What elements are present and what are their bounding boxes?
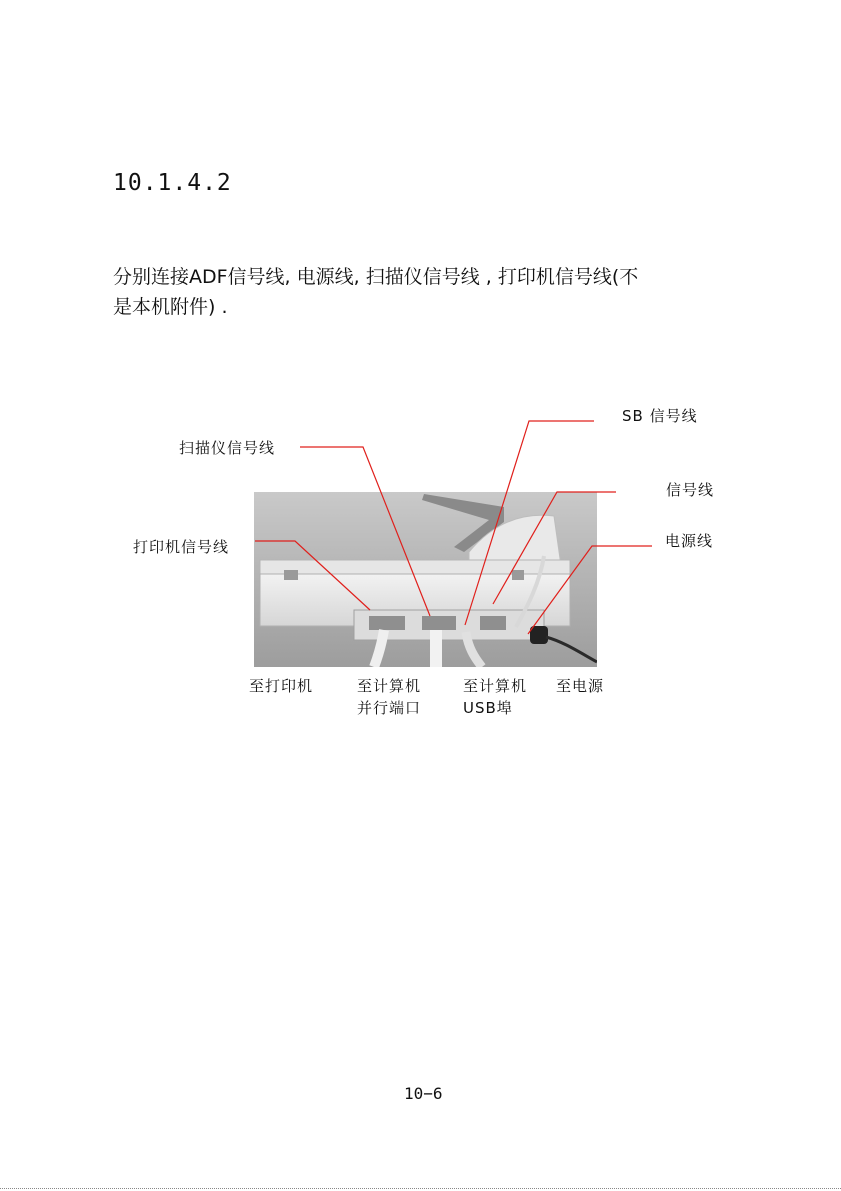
intro-paragraph bbox=[113, 262, 753, 322]
page-number: 10−6 bbox=[404, 1084, 443, 1103]
caption-to-computer-usb-line-2: USB埠 bbox=[463, 699, 513, 717]
bottom-rule bbox=[0, 1188, 841, 1189]
label-signal-cable: 信号线 bbox=[666, 481, 715, 499]
label-printer-signal-cable: 打印机信号线 bbox=[133, 538, 230, 556]
label-power-cable: 电源线 bbox=[665, 532, 714, 550]
intro-line-2: 是本机附件) . bbox=[113, 296, 228, 318]
scanner-rear-photo bbox=[254, 492, 597, 667]
caption-to-power: 至电源 bbox=[556, 677, 605, 695]
caption-to-computer-usb bbox=[463, 675, 527, 719]
caption-to-computer-parallel-line-2: 并行端口 bbox=[357, 699, 422, 717]
label-scanner-signal-cable: 扫描仪信号线 bbox=[179, 439, 276, 457]
label-usb-signal-cable: SB 信号线 bbox=[622, 407, 698, 425]
caption-to-computer-parallel bbox=[357, 675, 421, 719]
caption-to-computer-parallel-line-1: 至计算机 bbox=[357, 677, 422, 695]
caption-to-printer: 至打印机 bbox=[249, 677, 314, 695]
intro-line-1: 分别连接ADF信号线, 电源线, 扫描仪信号线 , 打印机信号线(不 bbox=[113, 266, 639, 288]
caption-to-computer-usb-line-1: 至计算机 bbox=[463, 677, 528, 695]
section-number: 10.1.4.2 bbox=[113, 170, 232, 196]
